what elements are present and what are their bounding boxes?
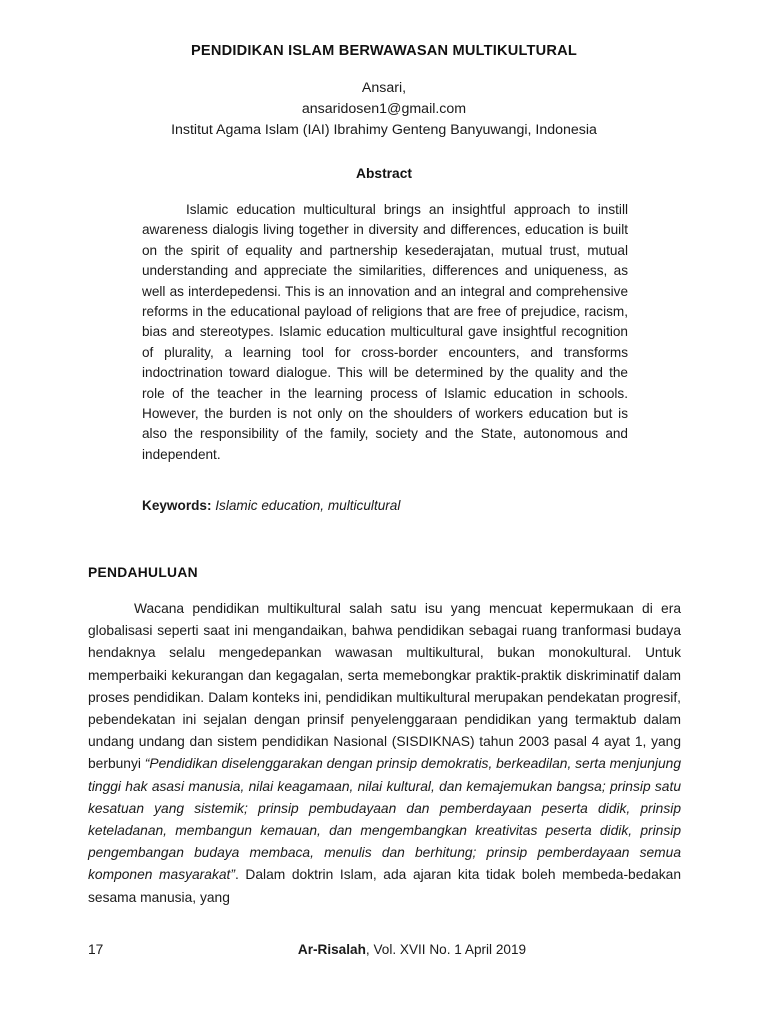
- body-paragraph: [88, 598, 681, 909]
- section-heading-pendahuluan: PENDAHULUAN: [88, 565, 198, 580]
- journal-name: Ar-Risalah: [297, 942, 366, 957]
- abstract-body: Islamic education multicultural brings an insightful approach to instill awareness dialogis living together in diversity and differences, education is built on the spirit of equality and partnership kesederajatan, mutual trust, mutual understanding and appreciate the similarities, differences and uniqueness, as well as interdepedensi. This is an innovation and an integral and comprehensive reforms in the educational payload of religions that are free of prejudice, racism, bias and stereotypes. Islamic education multicultural gave insightful recognition of plurality, a learning tool for cross-border encounters, and transforms indoctrination toward dialogue. This will be determined by the quality and the role of the teacher in the learning process of Islamic education in schools. However, the burden is not only on the shoulders of workers education but is also the responsibility of the family, society and the State, autonomous and independent.: [142, 202, 628, 462]
- author-email: ansaridosen1@gmail.com: [301, 101, 467, 117]
- body-text-part1: Wacana pendidikan multikultural salah satu isu yang mencuat kepermukaan di era globalisasi seperti saat ini mengandaikan, bahwa pendidikan sebagai ruang tranformasi budaya hendaknya selalu mengedepankan wawasan multikultural, bukan monokultural. Untuk memperbaiki kekurangan dan kegagalan, serta memebongkar praktik-praktik diskriminatif dalam proses pendidikan. Dalam konteks ini, pendidikan multikultural merupakan pendekatan progresif, pebendekatan ini sejalan dengan prinsif penyelenggaraan pendidikan yang termaktub dalam undang undang dan sistem pendidikan Nasional (SISDIKNAS) tahun 2003 pasal 4 ayat 1, yang berbunyi: [88, 601, 681, 772]
- author-block: [0, 78, 768, 141]
- keywords-label: Keywords:: [142, 498, 212, 513]
- author-name: Ansari,: [361, 80, 407, 96]
- abstract-heading: Abstract: [356, 166, 412, 181]
- page-number: 17: [88, 942, 104, 957]
- body-text-part2: . Dalam doktrin Islam, ada ajaran kita tidak boleh membeda-bedakan sesama manusia, yang: [88, 867, 681, 905]
- quoted-sisdiknas-text: “Pendidikan diselenggarakan dengan prinsip demokratis, berkeadilan, serta menjunjung tinggi hak asasi manusia, nilai keagamaan, nilai kultural, dan kemajemukan bangsa; prinsip satu kesatuan yang sistemik; prinsip pembudayaan dan pemberdayaan peserta didik, prinsip keteladanan, membangun kemauan, dan mengembangkan kreativitas peserta didik, prinsip pengembangan budaya membaca, menulis dan berhitung; prinsip pemberdayaan semua komponen masyarakat”: [88, 756, 681, 883]
- keywords-line: [142, 496, 628, 516]
- journal-volume-issue: , Vol. XVII No. 1 April 2019: [365, 942, 527, 957]
- page-title: PENDIDIKAN ISLAM BERWAWASAN MULTIKULTURAL: [191, 43, 577, 59]
- page-footer: [0, 942, 768, 966]
- journal-citation: [0, 942, 768, 957]
- keywords-value: Islamic education, multicultural: [215, 498, 401, 513]
- author-affiliation: Institut Agama Islam (IAI) Ibrahimy Genteng Banyuwangi, Indonesia: [171, 122, 597, 138]
